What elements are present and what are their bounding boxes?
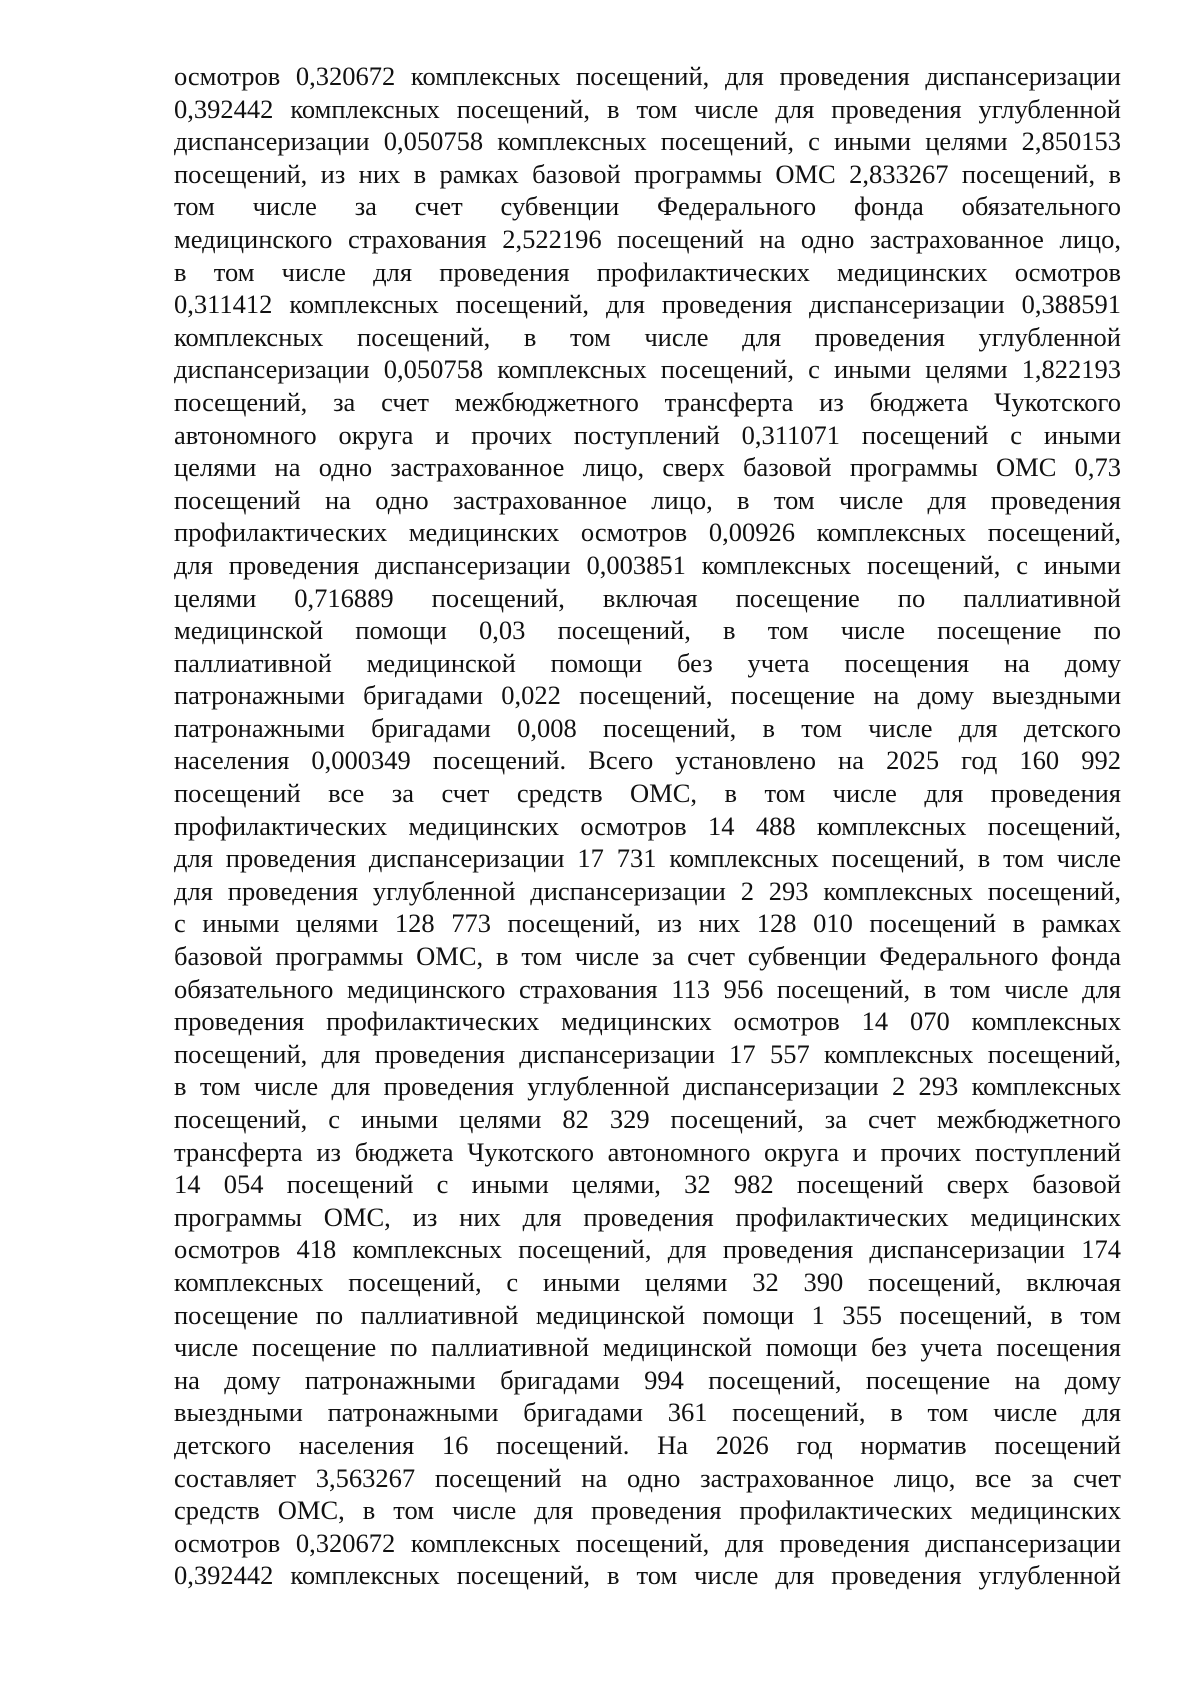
text-line: обязательного медицинского страхования 113 956 посещений, в том числе для	[174, 973, 1121, 1004]
text-line: в том числе для проведения углубленной диспансеризации 2 293 комплексных	[174, 1071, 1121, 1102]
text-line: детского населения 16 посещений. На 2026 год норматив посещений	[174, 1429, 1121, 1460]
text-line: целями на одно застрахованное лицо, сверх базовой программы ОМС 0,73	[174, 452, 1121, 483]
text-line: числе посещение по паллиативной медицинской помощи без учета посещения	[174, 1332, 1121, 1363]
text-line: медицинской помощи 0,03 посещений, в том числе посещение по	[174, 615, 1121, 646]
text-line: патронажными бригадами 0,022 посещений, посещение на дому выездными	[174, 680, 1121, 711]
text-line: том числе за счет субвенции Федерального фонда обязательного	[174, 191, 1121, 222]
text-line: посещение по паллиативной медицинской помощи 1 355 посещений, в том	[174, 1299, 1121, 1330]
text-line: выездными патронажными бригадами 361 посещений, в том числе для	[174, 1397, 1121, 1428]
text-line: населения 0,000349 посещений. Всего установлено на 2025 год 160 992	[174, 745, 1121, 776]
text-line: осмотров 418 комплексных посещений, для проведения диспансеризации 174	[174, 1234, 1121, 1265]
body-text	[174, 60, 1121, 1592]
text-line: в том числе для проведения профилактических медицинских осмотров	[174, 256, 1121, 287]
text-line: комплексных посещений, с иными целями 32 390 посещений, включая	[174, 1266, 1121, 1297]
text-line: автономного округа и прочих поступлений 0,311071 посещений с иными	[174, 419, 1121, 450]
text-line: для проведения диспансеризации 0,003851 комплексных посещений, с иными	[174, 549, 1121, 580]
text-line: средств ОМС, в том числе для проведения профилактических медицинских	[174, 1495, 1121, 1526]
text-line: 14 054 посещений с иными целями, 32 982 посещений сверх базовой	[174, 1169, 1121, 1200]
text-line: диспансеризации 0,050758 комплексных посещений, с иными целями 1,822193	[174, 354, 1121, 385]
text-line: для проведения углубленной диспансеризации 2 293 комплексных посещений,	[174, 875, 1121, 906]
text-line: диспансеризации 0,050758 комплексных посещений, с иными целями 2,850153	[174, 126, 1121, 157]
text-line: целями 0,716889 посещений, включая посещение по паллиативной	[174, 582, 1121, 613]
text-line: программы ОМС, из них для проведения профилактических медицинских	[174, 1201, 1121, 1232]
text-line: посещений, из них в рамках базовой программы ОМС 2,833267 посещений, в	[174, 158, 1121, 189]
text-line: патронажными бригадами 0,008 посещений, в том числе для детского	[174, 712, 1121, 743]
text-line: профилактических медицинских осмотров 0,00926 комплексных посещений,	[174, 517, 1121, 548]
text-line: осмотров 0,320672 комплексных посещений, для проведения диспансеризации	[174, 1527, 1121, 1558]
text-line: 0,392442 комплексных посещений, в том числе для проведения углубленной	[174, 1560, 1121, 1591]
text-line: посещений на одно застрахованное лицо, в том числе для проведения	[174, 484, 1121, 515]
text-line: посещений, с иными целями 82 329 посещений, за счет межбюджетного	[174, 1104, 1121, 1134]
text-line: на дому патронажными бригадами 994 посещений, посещение на дому	[174, 1364, 1121, 1395]
text-line: трансферта из бюджета Чукотского автономного округа и прочих поступлений	[174, 1136, 1121, 1167]
text-line: посещений, за счет межбюджетного трансферта из бюджета Чукотского	[174, 386, 1121, 417]
text-line: посещений все за счет средств ОМС, в том числе для проведения	[174, 778, 1121, 809]
text-line: для проведения диспансеризации 17 731 комплексных посещений, в том числе	[174, 843, 1121, 874]
text-line: составляет 3,563267 посещений на одно застрахованное лицо, все за счет	[174, 1462, 1121, 1493]
text-line: комплексных посещений, в том числе для проведения углубленной	[174, 321, 1121, 352]
text-line: с иными целями 128 773 посещений, из них 128 010 посещений в рамках	[174, 908, 1121, 939]
text-line: паллиативной медицинской помощи без учета посещения на дому	[174, 647, 1121, 678]
text-line: посещений, для проведения диспансеризации 17 557 комплексных посещений,	[174, 1038, 1121, 1069]
text-line: профилактических медицинских осмотров 14 488 комплексных посещений,	[174, 810, 1121, 841]
text-line: проведения профилактических медицинских осмотров 14 070 комплексных	[174, 1006, 1121, 1037]
text-line: базовой программы ОМС, в том числе за счет субвенции Федерального фонда	[174, 941, 1121, 972]
text-line: 0,392442 комплексных посещений, в том числе для проведения углубленной	[174, 93, 1121, 124]
text-line: 0,311412 комплексных посещений, для проведения диспансеризации 0,388591	[174, 289, 1121, 320]
text-line: осмотров 0,320672 комплексных посещений, для проведения диспансеризации	[174, 61, 1121, 91]
text-line: медицинского страхования 2,522196 посещений на одно застрахованное лицо,	[174, 223, 1121, 254]
